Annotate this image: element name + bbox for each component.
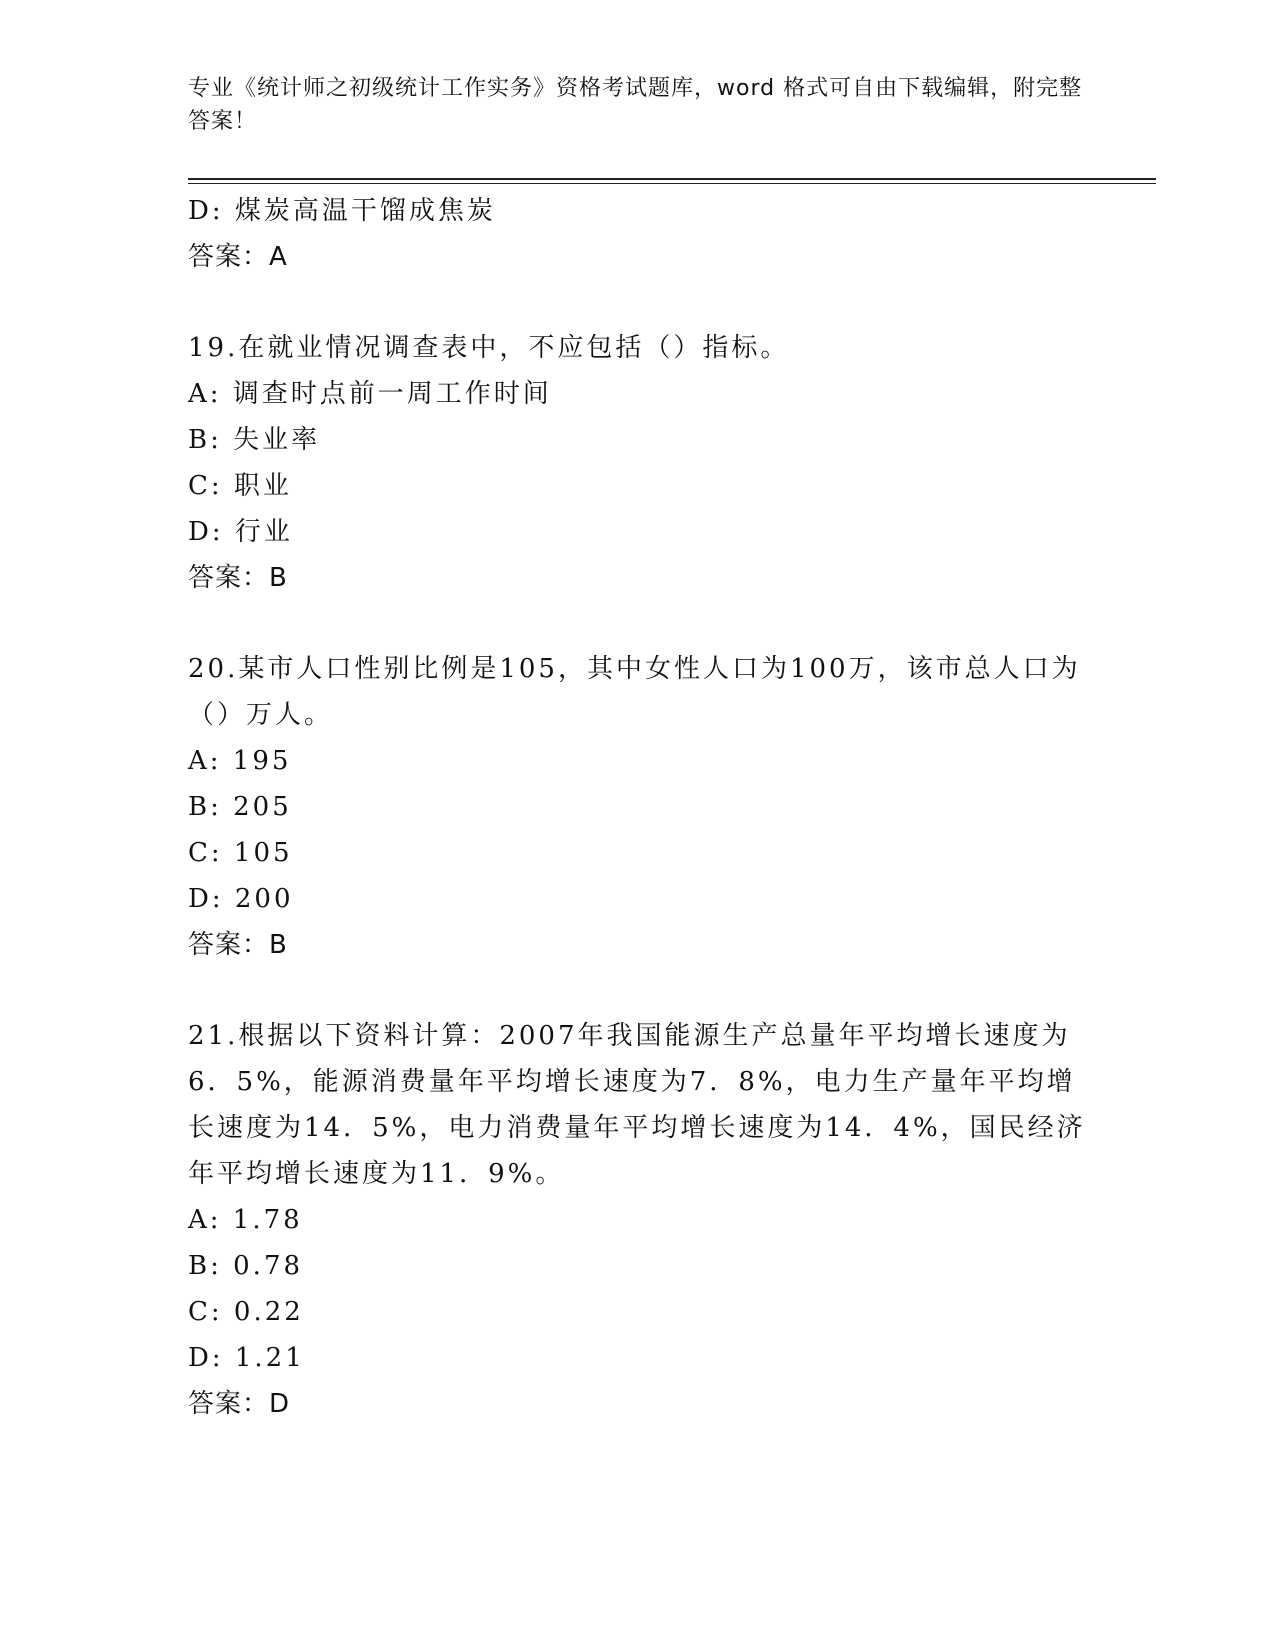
option-b: B: 失业率	[188, 425, 321, 455]
option-c: C: 0.22	[188, 1297, 304, 1327]
header-divider-thin	[188, 183, 1156, 184]
previous-question-tail	[188, 188, 1088, 280]
question-list	[188, 188, 1088, 1427]
option-a: A: 195	[188, 746, 292, 776]
answer-line: 答案：D	[188, 1389, 291, 1419]
question-stem: 19.在就业情况调查表中，不应包括（）指标。	[188, 333, 790, 363]
question-20	[188, 646, 1088, 968]
option-a: A: 1.78	[188, 1205, 303, 1235]
option-c: C: 职业	[188, 471, 292, 501]
spacer	[188, 601, 1088, 646]
question-19	[188, 325, 1088, 601]
question-stem: 20.某市人口性别比例是105，其中女性人口为100万，该市总人口为（）万人。	[188, 654, 1081, 730]
header-divider-thick	[188, 178, 1156, 180]
question-21	[188, 1013, 1088, 1427]
option-d: D: 1.21	[188, 1343, 305, 1373]
spacer	[188, 968, 1088, 1013]
spacer	[188, 280, 1088, 325]
option-d: D: 行业	[188, 517, 293, 547]
answer-line: 答案：A	[188, 242, 288, 272]
answer-line: 答案：B	[188, 930, 288, 960]
option-d: D: 煤炭高温干馏成焦炭	[188, 196, 496, 226]
option-b: B: 205	[188, 792, 292, 822]
option-b: B: 0.78	[188, 1251, 304, 1281]
answer-line: 答案：B	[188, 563, 288, 593]
option-a: A: 调查时点前一周工作时间	[188, 379, 552, 409]
document-header: 专业《统计师之初级统计工作实务》资格考试题库，word 格式可自由下载编辑，附完整答案！	[188, 76, 1083, 134]
question-stem: 21.根据以下资料计算：2007年我国能源生产总量年平均增长速度为6．5%，能源消费量年平均增长速度为7．8%，电力生产量年平均增长速度为14．5%，电力消费量年平均增长速度为14．4%，国民经济年平均增长速度为11．9%。	[188, 1021, 1086, 1189]
option-c: C: 105	[188, 838, 293, 868]
option-d: D: 200	[188, 884, 294, 914]
